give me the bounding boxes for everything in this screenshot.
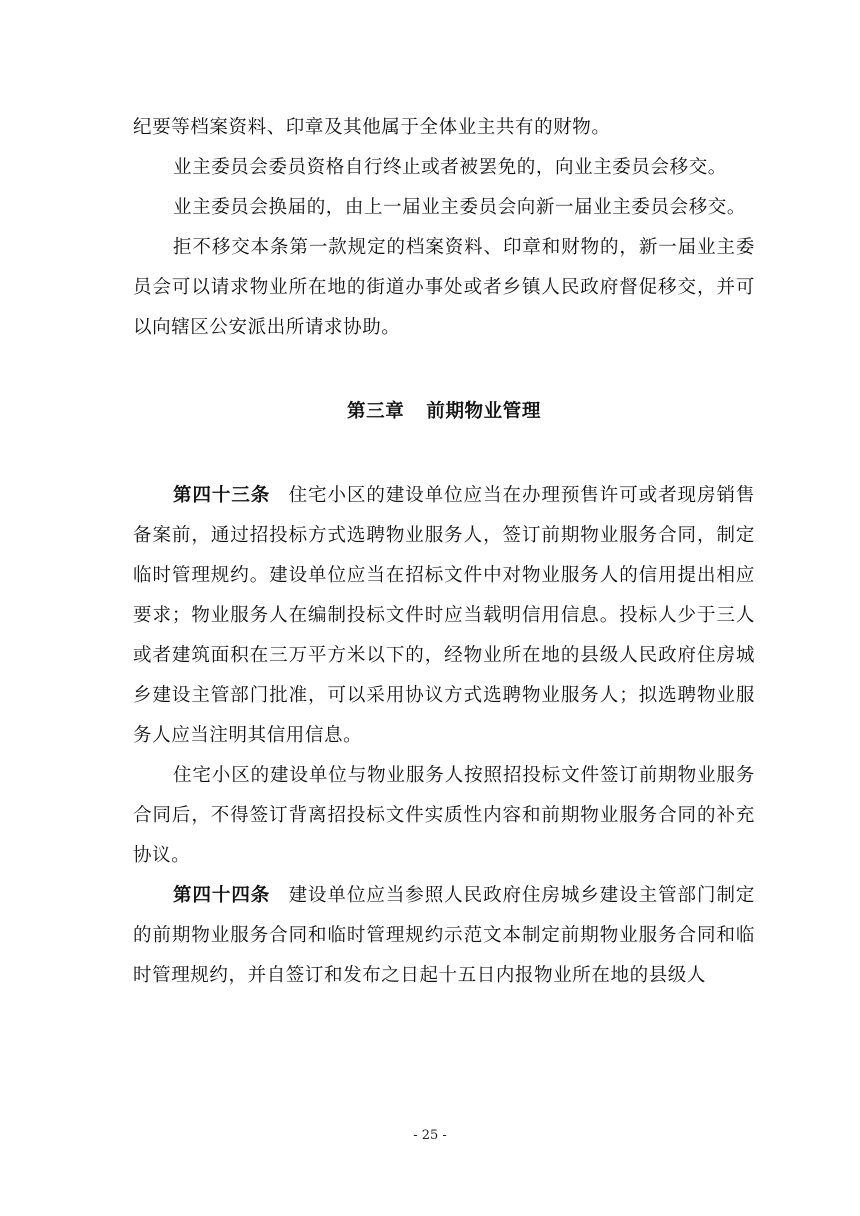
paragraph-committee-change: 业主委员会换届的，由上一届业主委员会向新一届业主委员会移交。 <box>173 197 747 218</box>
article-43 <box>133 476 755 756</box>
spacer <box>133 432 755 476</box>
paragraph-member-termination: 业主委员会委员资格自行终止或者被罢免的，向业主委员会移交。 <box>173 157 727 178</box>
article-43-number: 第四十三条 <box>173 485 271 506</box>
spacer <box>133 348 755 392</box>
article-43-text: 住宅小区的建设单位应当在办理预售许可或者现房销售备案前，通过招投标方式选聘物业服务人，签订前期物业服务合同，制定临时管理规约。建设单位应当在招标文件中对物业服务人的信用提出相应要求；物业服务人在编制投标文件时应当载明信用信息。投标人少于三人或者建筑面积在三万平方米以下的，经物业所在地的县级人民政府住房城乡建设主管部门批准，可以采用协议方式选聘物业服务人；拟选聘物业服务人应当注明其信用信息。 <box>133 485 755 746</box>
page-content <box>133 108 755 996</box>
article-44 <box>133 876 755 996</box>
paragraph-continuation: 纪要等档案资料、印章及其他属于全体业主共有的财物。 <box>133 117 611 138</box>
paragraph-refusal-handover: 拒不移交本条第一款规定的档案资料、印章和财物的，新一届业主委员会可以请求物业所在地的街道办事处或者乡镇人民政府督促移交，并可以向辖区公安派出所请求协助。 <box>133 237 755 338</box>
article-43-paragraph-2: 住宅小区的建设单位与物业服务人按照招投标文件签订前期物业服务合同后，不得签订背离招投标文件实质性内容和前期物业服务合同的补充协议。 <box>133 765 755 866</box>
article-44-number: 第四十四条 <box>173 885 271 906</box>
chapter-heading <box>133 392 755 432</box>
page-number: - 25 - <box>413 1128 447 1143</box>
chapter-title: 前期物业管理 <box>426 401 541 422</box>
chapter-number: 第三章 <box>347 401 405 422</box>
article-44-text: 建设单位应当参照人民政府住房城乡建设主管部门制定的前期物业服务合同和临时管理规约示范文本制定前期物业服务合同和临时管理规约，并自签订和发布之日起十五日内报物业所在地的县级人 <box>133 885 755 986</box>
